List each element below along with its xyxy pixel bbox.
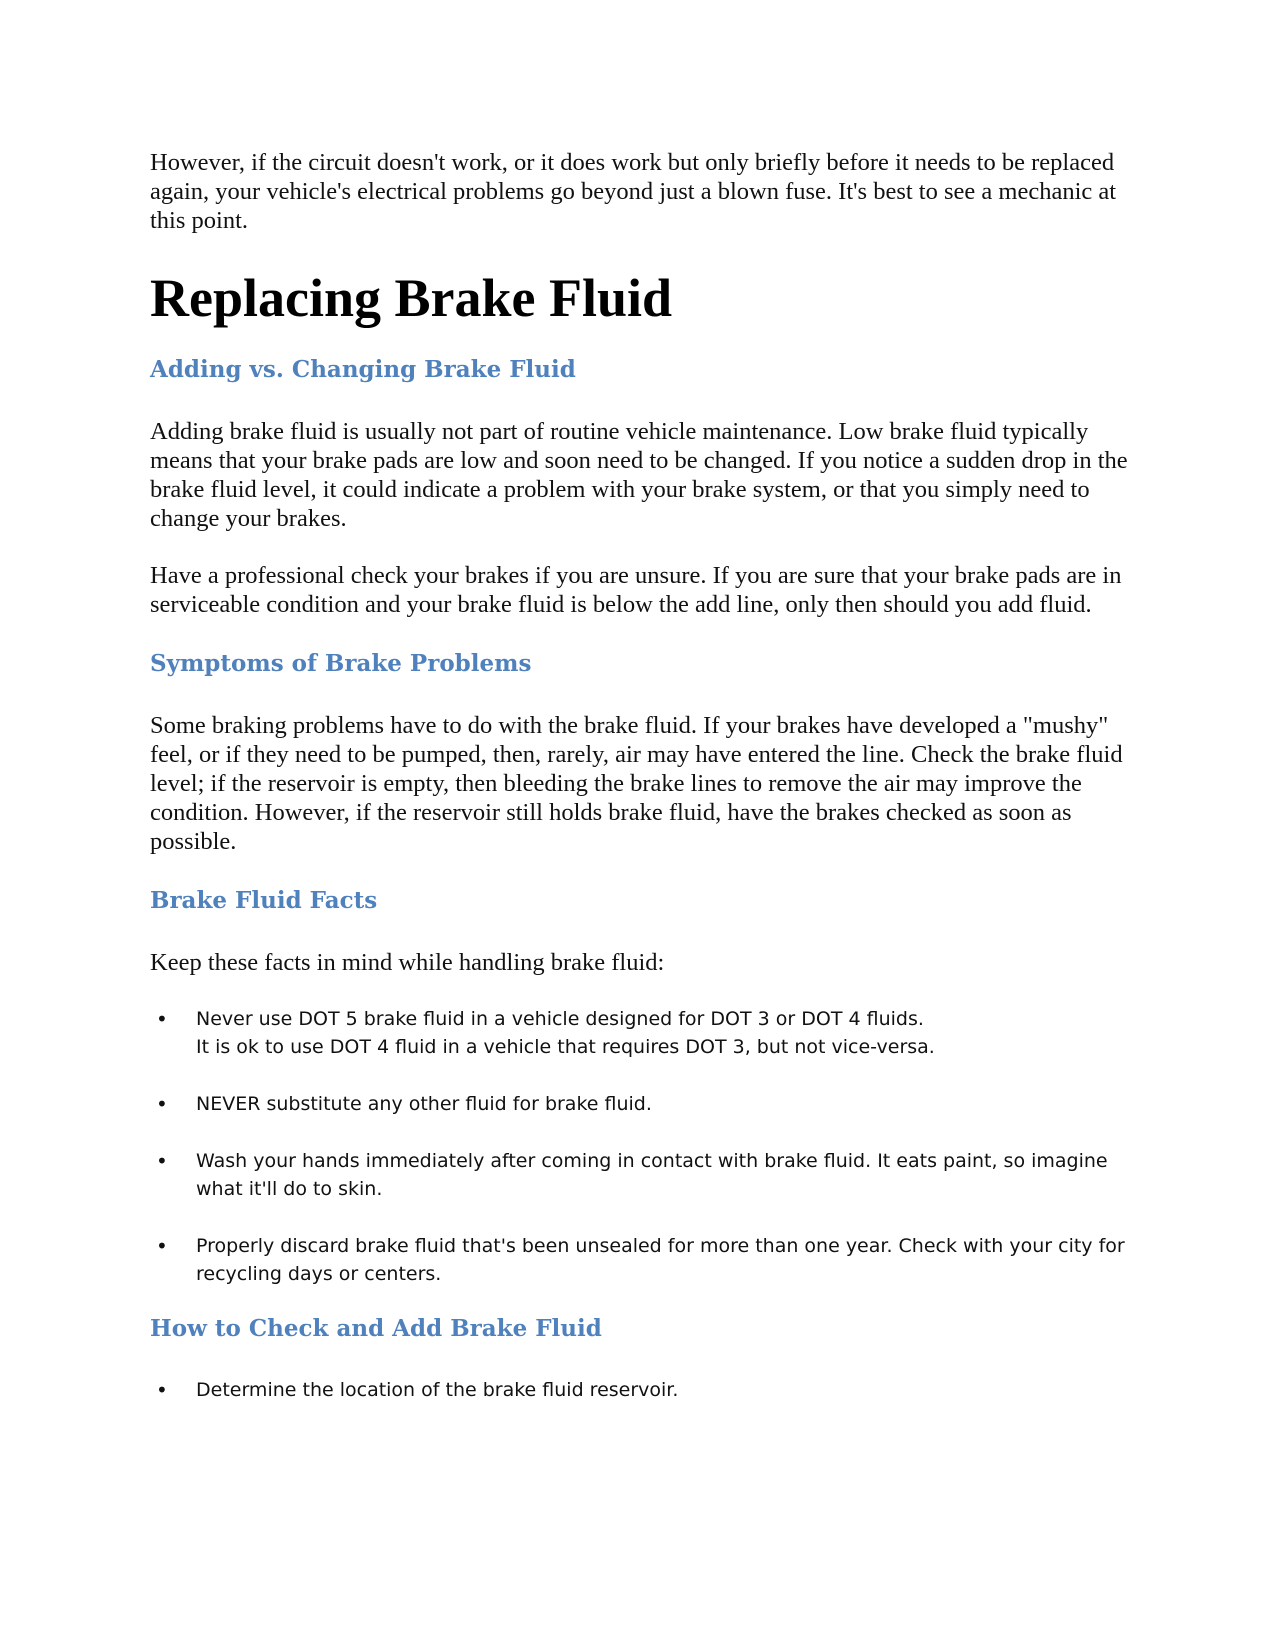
facts-list [150,1005,1130,1288]
list-item [150,1232,1130,1288]
list-item-line: Wash your hands immediately after coming in contact with brake fluid. It eats paint, so imagine what it'll do to skin. [196,1150,1108,1200]
section-heading-facts: Brake Fluid Facts [150,887,378,914]
bullet-icon: • [156,1378,168,1402]
facts-intro: Keep these facts in mind while handling brake fluid: [150,949,665,976]
list-item-line: Determine the location of the brake fluid reservoir. [196,1379,679,1401]
bullet-icon: • [156,1149,168,1173]
list-item [150,1005,1130,1061]
bullet-icon: • [156,1234,168,1258]
section-heading-symptoms: Symptoms of Brake Problems [150,650,532,677]
check-list [150,1376,1130,1404]
list-item-line: It is ok to use DOT 4 fluid in a vehicle that requires DOT 3, but not vice-versa. [196,1036,935,1058]
list-item-line: NEVER substitute any other fluid for brake fluid. [196,1093,652,1115]
intro-paragraph: However, if the circuit doesn't work, or it does work but only briefly before it needs to be replaced again, your vehicle's electrical problems go beyond just a blown fuse. It's best to see a mechanic at this point. [150,149,1117,234]
document-page [150,148,1130,1433]
list-item-line: Never use DOT 5 brake fluid in a vehicle designed for DOT 3 or DOT 4 fluids. [196,1008,924,1030]
symptoms-paragraph: Some braking problems have to do with the brake fluid. If your brakes have developed a "mushy" feel, or if they need to be pumped, then, rarely, air may have entered the line. Check the brake fluid level; if the reservoir is empty, then bleeding the brake lines to remove the air may improve the condition. However, if the reservoir still holds brake fluid, have the brakes checked as soon as possible. [150,712,1123,855]
section-heading-check: How to Check and Add Brake Fluid [150,1315,602,1342]
adding-paragraph-1: Adding brake fluid is usually not part of routine vehicle maintenance. Low brake fluid typically means that your brake pads are low and soon need to be changed. If you notice a sudden drop in the brake fluid level, it could indicate a problem with your brake system, or that you simply need to change your brakes. [150,418,1128,532]
list-item [150,1147,1130,1203]
bullet-icon: • [156,1007,168,1031]
section-heading-adding: Adding vs. Changing Brake Fluid [150,356,576,383]
list-item-line: Properly discard brake fluid that's been unsealed for more than one year. Check with your city for recycling days or centers. [196,1235,1125,1285]
page-title: Replacing Brake Fluid [150,268,673,328]
list-item [150,1090,1130,1118]
bullet-icon: • [156,1092,168,1116]
adding-paragraph-2: Have a professional check your brakes if you are unsure. If you are sure that your brake pads are in serviceable condition and your brake fluid is below the add line, only then should you add fluid. [150,562,1122,618]
list-item [150,1376,1130,1404]
